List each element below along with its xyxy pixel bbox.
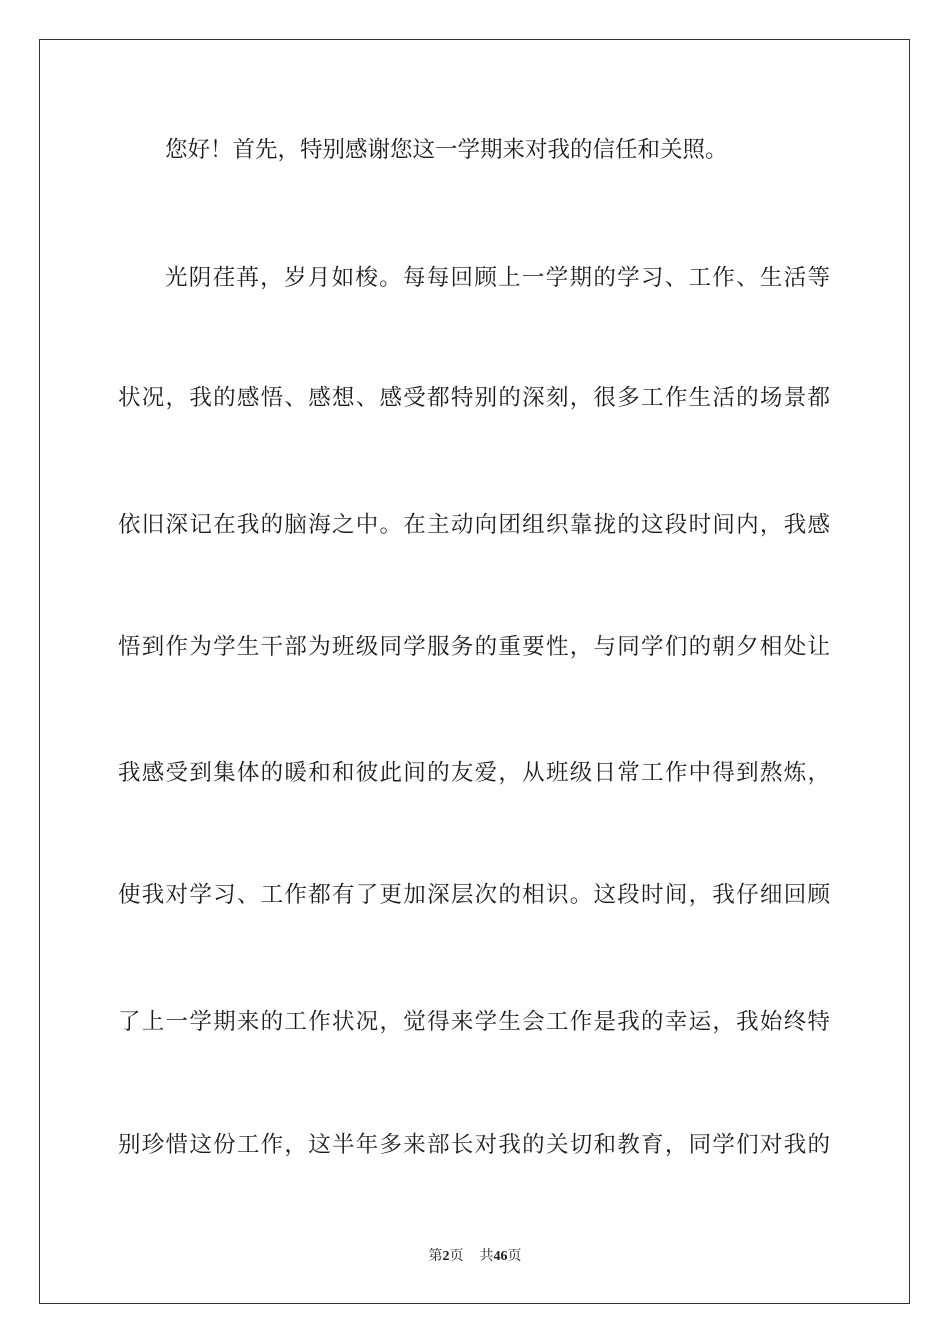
paragraph-line-8: 了上一学期来的工作状况，觉得来学生会工作是我的幸运，我始终特: [118, 1009, 830, 1035]
paragraph-line-7: 使我对学习、工作都有了更加深层次的相识。这段时间，我仔细回顾: [118, 882, 830, 908]
footer-total-suffix: 页: [507, 1249, 522, 1264]
paragraph-line-9: 别珍惜这份工作，这半年多来部长对我的关切和教育，同学们对我的: [118, 1132, 830, 1158]
footer-total-number: 46: [493, 1249, 508, 1264]
paragraph-line-2: 光阴荏苒，岁月如梭。每每回顾上一学期的学习、工作、生活等: [165, 265, 830, 291]
paragraph-line-3: 状况，我的感悟、感想、感受都特别的深刻，很多工作生活的场景都: [118, 385, 830, 411]
footer-page-suffix: 页: [449, 1249, 464, 1264]
page-footer: [0, 1248, 950, 1266]
footer-total-prefix: 共: [479, 1249, 494, 1264]
paragraph-line-5: 悟到作为学生干部为班级同学服务的重要性，与同学们的朝夕相处让: [118, 634, 830, 660]
paragraph-line-1: 您好！首先，特别感谢您这一学期来对我的信任和关照。: [165, 137, 728, 163]
page-border: [39, 39, 910, 1304]
footer-page-number: 2: [442, 1249, 450, 1264]
footer-page-prefix: 第: [428, 1249, 443, 1264]
paragraph-line-6: 我感受到集体的暖和和彼此间的友爱，从班级日常工作中得到熬炼，: [118, 760, 830, 786]
paragraph-line-4: 依旧深记在我的脑海之中。在主动向团组织靠拢的这段时间内，我感: [118, 512, 830, 538]
